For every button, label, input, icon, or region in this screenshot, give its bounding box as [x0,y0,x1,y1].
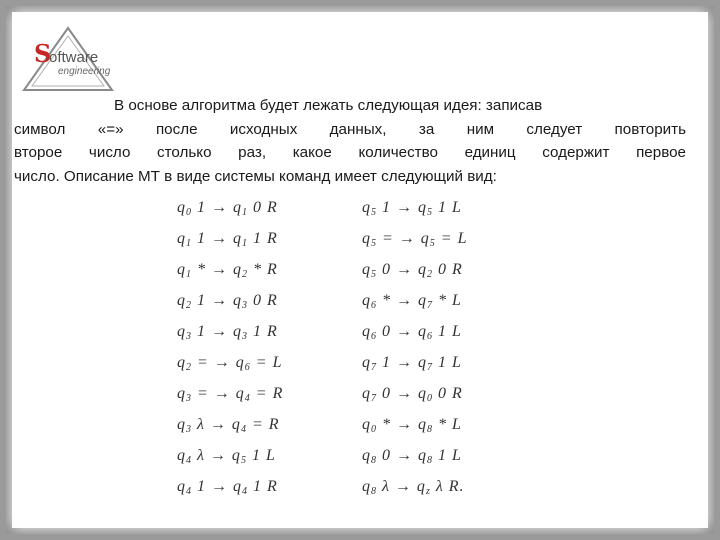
paragraph-line: В основе алгоритма будет лежать следующая идея: записав [114,97,543,114]
command-left-7: $q_3$ $\lambda \to q_4 = R$ [177,416,280,435]
command-left-0: $q_0$ $1 \to q_1$ 0 R [177,199,278,218]
command-left-4: $q_3$ $1 \to q_3$ 1 R [177,323,278,342]
command-right-4: $q_6$ $0 \to q_6$ 1 L [362,323,462,342]
commands-left-column [177,192,283,502]
command-right-8: $q_8$ $0 \to q_8$ 1 L [362,447,462,466]
paragraph-line: символ «=» после исходных данных, за ним следует повторить [14,120,686,138]
command-right-3: $q_6$ * → $q_7$ * L [362,292,462,311]
command-right-1: $q_5$ = → $q_5 = L$ [362,230,468,249]
command-left-6: $q_3$ = → $q_4 = R$ [177,385,284,404]
command-left-5: $q_2$ = → $q_6 = L$ [177,354,283,373]
description-paragraph [14,94,686,188]
command-left-9: $q_4$ $1 \to q_4$ 1 R [177,478,278,497]
command-right-2: $q_5$ $0 \to q_2$ 0 R [362,261,463,280]
paragraph-line: второе число столько раз, какое количество единиц содержит первое [14,144,686,161]
command-right-9: $q_8$ $\lambda \to q_z$ λ R. [362,478,465,497]
command-right-6: $q_7$ $0 \to q_0$ 0 R [362,385,463,404]
command-left-2: $q_1$ * → $q_2$ * R [177,261,278,280]
slide [12,12,708,528]
software-engineering-logo [20,26,116,92]
paragraph-line: число. Описание МТ в виде системы команд имеет следующий вид: [14,167,497,185]
command-left-1: $q_1$ $1 \to q_1$ 1 R [177,230,278,249]
logo-letter: S [34,39,52,68]
command-left-3: $q_2$ $1 \to q_3$ 0 R [177,292,278,311]
command-right-5: $q_7$ $1 \to q_7$ 1 L [362,354,462,373]
command-right-7: $q_0$ * → $q_8$ * L [362,416,462,435]
command-right-0: $q_5$ $1 \to q_5$ 1 L [362,199,462,218]
command-left-8: $q_4$ $\lambda \to q_5$ 1 L [177,447,276,466]
logo-text-main: oftware [49,49,99,66]
commands-right-column [362,192,468,502]
logo-text-sub: engineering [58,66,111,77]
